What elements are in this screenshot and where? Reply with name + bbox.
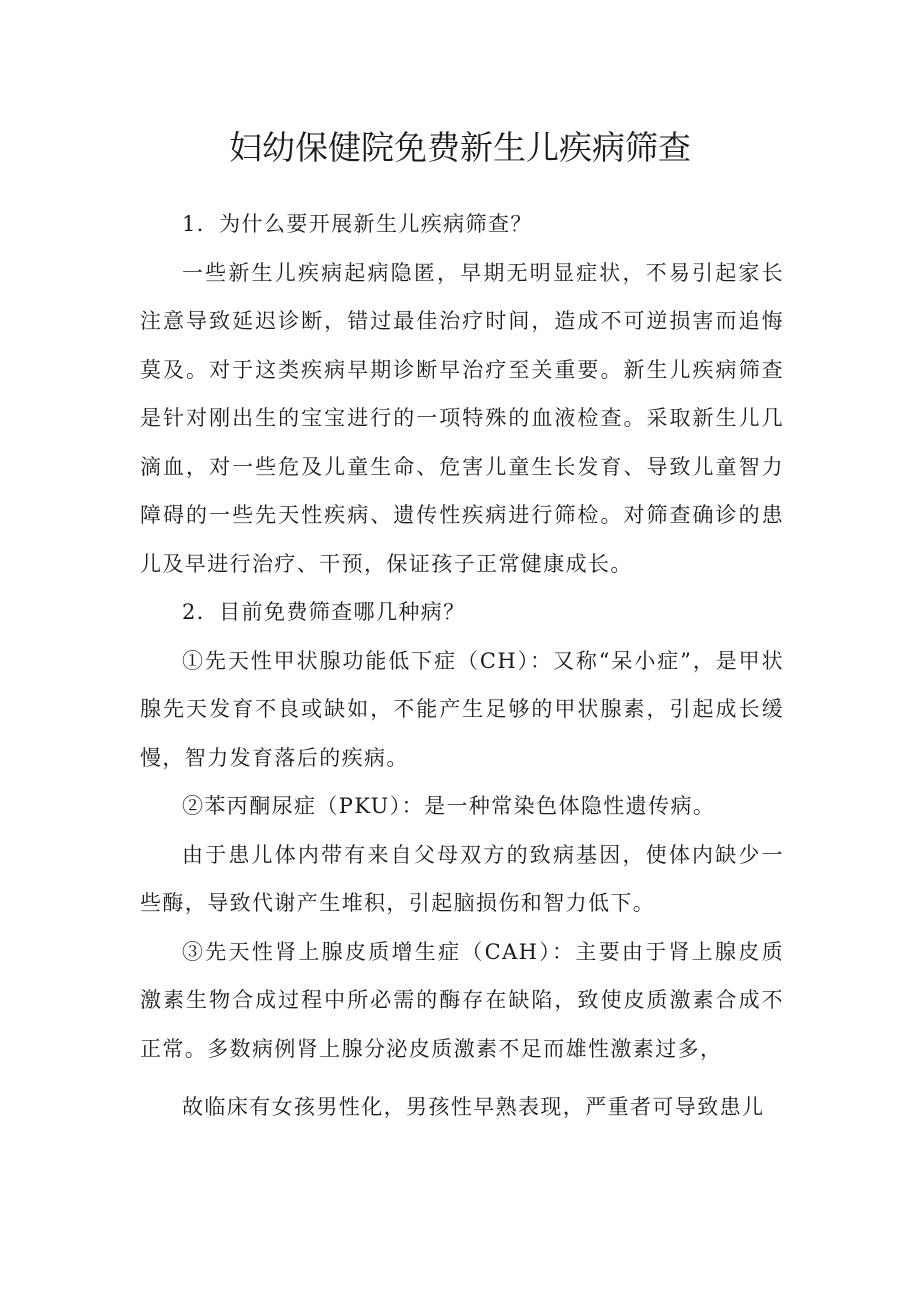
section-heading-2: 2．目前免费筛查哪几种病？ [182,600,466,624]
document-title: 妇幼保健院免费新生儿疾病筛查 [229,128,691,167]
section-heading-1: 1．为什么要开展新生儿疾病筛查？ [182,212,533,236]
paragraph-pku-cause: 由于患儿体内带有来自父母双方的致病基因，使体内缺少一些酶，导致代谢产生堆积，引起脑损伤和智力低下。 [140,842,784,915]
paragraph-why-screening: 一些新生儿疾病起病隐匿，早期无明显症状，不易引起家长注意导致延迟诊断，错过最佳治疗时间，造成不可逆损害而追悔莫及。对于这类疾病早期诊断早治疗至关重要。新生儿疾病筛查是针对刚出生的宝宝进行的一项特殊的血液检查。采取新生儿几滴血，对一些危及儿童生命、危害儿童生长发育、导致儿童智力障碍的一些先天性疾病、遗传性疾病进行筛检。对筛查确诊的患儿及早进行治疗、干预，保证孩子正常健康成长。 [140,260,784,576]
paragraph-pku: ②苯丙酮尿症（PKU）：是一种常染色体隐性遗传病。 [182,794,716,818]
paragraph-cah-continued: 故临床有女孩男性化，男孩性早熟表现，严重者可导致患儿 [182,1095,765,1119]
paragraph-cah: ③先天性肾上腺皮质增生症（CAH）：主要由于肾上腺皮质激素生物合成过程中所必需的酶存在缺陷，致使皮质激素合成不正常。多数病例肾上腺分泌皮质激素不足而雄性激素过多， [140,939,784,1061]
document-body [140,200,784,1132]
paragraph-ch: ①先天性甲状腺功能低下症（CH）：又称“呆小症”，是甲状腺先天发育不良或缺如，不能产生足够的甲状腺素，引起成长缓慢，智力发育落后的疾病。 [140,648,784,770]
